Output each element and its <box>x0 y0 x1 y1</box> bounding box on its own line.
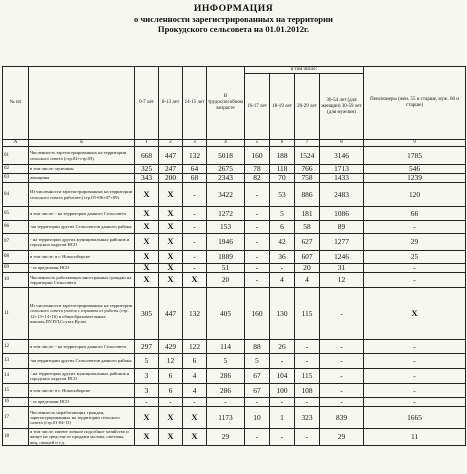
row-number: 13 <box>3 354 29 369</box>
value-cell: 247 <box>159 165 183 174</box>
value-cell: 758 <box>295 174 320 183</box>
value-cell: X <box>159 273 183 288</box>
value-cell: - <box>207 398 245 407</box>
row-label: в том числе: в г. Новосибирске <box>29 384 135 398</box>
value-cell: 188 <box>270 147 295 165</box>
value-cell: 4 <box>183 369 207 384</box>
row-label: в том числе: в г. Новосибирске <box>29 251 135 264</box>
value-cell: 11 <box>364 429 466 446</box>
row-number: 03 <box>3 174 29 183</box>
row-number: 17 <box>3 407 29 429</box>
table-row <box>3 369 466 384</box>
value-cell: 6 <box>183 354 207 369</box>
value-cell: - <box>295 340 320 354</box>
value-cell: X <box>135 221 159 234</box>
value-cell: - <box>245 251 270 264</box>
value-cell: - <box>245 207 270 221</box>
value-cell: 20 <box>295 264 320 273</box>
value-cell: 88 <box>245 340 270 354</box>
value-cell: 1665 <box>364 407 466 429</box>
value-cell: 53 <box>270 183 295 207</box>
value-cell: - <box>270 264 295 273</box>
value-cell: 160 <box>245 147 270 165</box>
table-row <box>3 234 466 251</box>
value-cell: 132 <box>183 288 207 340</box>
value-cell: 5 <box>245 354 270 369</box>
value-cell: 1889 <box>207 251 245 264</box>
value-cell: 108 <box>295 384 320 398</box>
row-number: 15 <box>3 384 29 398</box>
table-row <box>3 288 466 340</box>
value-cell: 607 <box>295 251 320 264</box>
row-number: 14 <box>3 369 29 384</box>
value-cell: 89 <box>320 221 364 234</box>
value-cell: - <box>245 429 270 446</box>
index-cell: 3 <box>183 140 207 147</box>
value-cell: - <box>183 183 207 207</box>
value-cell: X <box>135 273 159 288</box>
row-number: 07 <box>3 234 29 251</box>
value-cell: X <box>159 183 183 207</box>
row-number: 01 <box>3 147 29 165</box>
row-number: 18 <box>3 429 29 446</box>
value-cell: X <box>159 207 183 221</box>
table-body <box>3 147 466 446</box>
table-row <box>3 398 466 407</box>
index-cell: 7 <box>295 140 320 147</box>
value-cell: 6 <box>159 369 183 384</box>
value-cell: - <box>270 354 295 369</box>
table-row <box>3 384 466 398</box>
row-label: - за пределами НСО <box>29 398 135 407</box>
value-cell: 1785 <box>364 147 466 165</box>
value-cell: - <box>270 398 295 407</box>
value-cell: 42 <box>270 234 295 251</box>
value-cell: 5 <box>270 207 295 221</box>
value-cell: 1 <box>270 407 295 429</box>
value-cell: 4 <box>270 273 295 288</box>
value-cell: 3422 <box>207 183 245 207</box>
value-cell: - <box>183 207 207 221</box>
value-cell: 12 <box>159 354 183 369</box>
value-cell: 4 <box>183 384 207 398</box>
value-cell: 26 <box>270 340 295 354</box>
value-cell: 546 <box>364 165 466 174</box>
index-cell: 2 <box>159 140 183 147</box>
value-cell: X <box>183 429 207 446</box>
header-including: в том числе: <box>245 67 364 74</box>
value-cell: - <box>320 369 364 384</box>
title-line-1: ИНФОРМАЦИЯ <box>193 3 274 14</box>
value-cell: 1272 <box>207 207 245 221</box>
value-cell: 4 <box>295 273 320 288</box>
value-cell: 286 <box>207 384 245 398</box>
row-number: 11 <box>3 288 29 340</box>
value-cell: - <box>295 398 320 407</box>
header-label <box>29 67 135 140</box>
value-cell: - <box>320 340 364 354</box>
value-cell: - <box>135 398 159 407</box>
table-row <box>3 273 466 288</box>
value-cell: 200 <box>159 174 183 183</box>
value-cell: 1433 <box>320 174 364 183</box>
value-cell: - <box>295 429 320 446</box>
value-cell: 2343 <box>207 174 245 183</box>
value-cell: - <box>320 398 364 407</box>
value-cell: 1524 <box>295 147 320 165</box>
statistics-table <box>2 66 466 446</box>
value-cell: 25 <box>364 251 466 264</box>
value-cell: 58 <box>295 221 320 234</box>
value-cell: 66 <box>364 207 466 221</box>
index-row <box>3 140 466 147</box>
value-cell: 115 <box>295 288 320 340</box>
value-cell: - <box>183 221 207 234</box>
value-cell: X <box>135 207 159 221</box>
value-cell: 29 <box>364 234 466 251</box>
row-label: - на территории других муниципальных районов и городских округов НСО <box>29 369 135 384</box>
row-number: 16 <box>3 398 29 407</box>
value-cell: - <box>364 221 466 234</box>
table-row <box>3 221 466 234</box>
value-cell: 2675 <box>207 165 245 174</box>
value-cell: - <box>183 398 207 407</box>
value-cell: 305 <box>135 288 159 340</box>
value-cell: 78 <box>245 165 270 174</box>
header-0-7: 0-7 лет <box>135 67 159 140</box>
value-cell: 82 <box>245 174 270 183</box>
table-row <box>3 407 466 429</box>
value-cell: 429 <box>159 340 183 354</box>
value-cell: 325 <box>135 165 159 174</box>
header-pensioners: Пенсионеры (жен. 55 и старше, муж. 60 и старше) <box>364 67 466 140</box>
row-label: -на территории других Сельсоветов данного района <box>29 221 135 234</box>
header-working-age: В трудоспособном возрасте <box>207 67 245 140</box>
row-number: 09 <box>3 264 29 273</box>
value-cell: - <box>364 273 466 288</box>
value-cell: - <box>245 264 270 273</box>
value-cell: 115 <box>295 369 320 384</box>
value-cell: 1713 <box>320 165 364 174</box>
table-row <box>3 165 466 174</box>
value-cell: 51 <box>207 264 245 273</box>
table-row <box>3 251 466 264</box>
value-cell: X <box>183 407 207 429</box>
value-cell: - <box>183 251 207 264</box>
table-row <box>3 264 466 273</box>
value-cell: X <box>135 264 159 273</box>
value-cell: 3146 <box>320 147 364 165</box>
value-cell: - <box>364 384 466 398</box>
row-number: 08 <box>3 251 29 264</box>
value-cell: X <box>135 183 159 207</box>
row-label: в том числе: мужчины <box>29 165 135 174</box>
value-cell: 5 <box>207 354 245 369</box>
value-cell: 627 <box>295 234 320 251</box>
value-cell: 1277 <box>320 234 364 251</box>
header-30-54: 30-54 лет (для женщин) 30-59 лет (для мужчин) <box>320 74 364 140</box>
header-18-19: 18-19 лет <box>270 74 295 140</box>
value-cell: - <box>364 354 466 369</box>
value-cell: 160 <box>245 288 270 340</box>
row-number: 06 <box>3 221 29 234</box>
value-cell: 405 <box>207 288 245 340</box>
value-cell: 132 <box>183 147 207 165</box>
value-cell: 181 <box>295 207 320 221</box>
value-cell: 153 <box>207 221 245 234</box>
value-cell: 67 <box>245 384 270 398</box>
index-cell: 6 <box>270 140 295 147</box>
value-cell: 29 <box>207 429 245 446</box>
header-14-15: 14-15 лет <box>183 67 207 140</box>
value-cell: 5018 <box>207 147 245 165</box>
row-label: в том числе: имеют личное подсобное хозяйство и живут на средства от продажи молока, сметаны, яиц, овощей и т.д. <box>29 429 135 446</box>
value-cell: 70 <box>270 174 295 183</box>
value-cell: X <box>159 251 183 264</box>
header-16-17: 16-17 лет <box>245 74 270 140</box>
value-cell: - <box>320 288 364 340</box>
index-cell: 4 <box>207 140 245 147</box>
value-cell: 1173 <box>207 407 245 429</box>
value-cell: 36 <box>270 251 295 264</box>
value-cell: 67 <box>245 369 270 384</box>
value-cell: X <box>135 407 159 429</box>
value-cell: X <box>364 288 466 340</box>
value-cell: 3 <box>135 369 159 384</box>
value-cell: - <box>245 234 270 251</box>
value-cell: 12 <box>320 273 364 288</box>
value-cell: 104 <box>270 369 295 384</box>
value-cell: 2483 <box>320 183 364 207</box>
value-cell: 64 <box>183 165 207 174</box>
value-cell: 29 <box>320 429 364 446</box>
index-cell: А <box>3 140 29 147</box>
value-cell: - <box>245 221 270 234</box>
value-cell: 20 <box>207 273 245 288</box>
table-row <box>3 354 466 369</box>
row-label: Из численности зарегистрированных на территории сельского совета работает:(стр.05+06+07+09) <box>29 183 135 207</box>
value-cell: 118 <box>270 165 295 174</box>
row-label: женщины <box>29 174 135 183</box>
value-cell: - <box>245 273 270 288</box>
value-cell: 10 <box>245 407 270 429</box>
table-row <box>3 207 466 221</box>
document-title <box>0 4 467 34</box>
value-cell: 130 <box>270 288 295 340</box>
row-label: - за пределами НСО <box>29 264 135 273</box>
value-cell: 323 <box>295 407 320 429</box>
value-cell: 5 <box>135 354 159 369</box>
value-cell: 1246 <box>320 251 364 264</box>
index-cell: 9 <box>364 140 466 147</box>
value-cell: - <box>295 354 320 369</box>
table-row <box>3 340 466 354</box>
value-cell: 1946 <box>207 234 245 251</box>
value-cell: X <box>183 273 207 288</box>
title-line-3: Прокудского сельсовета на 01.01.2012г. <box>157 24 310 34</box>
value-cell: 1239 <box>364 174 466 183</box>
table-row <box>3 429 466 446</box>
row-number: 02 <box>3 165 29 174</box>
index-cell: 5 <box>245 140 270 147</box>
row-number: 05 <box>3 207 29 221</box>
value-cell: 100 <box>270 384 295 398</box>
table-row <box>3 183 466 207</box>
index-cell: 1 <box>135 140 159 147</box>
value-cell: 343 <box>135 174 159 183</box>
value-cell: 447 <box>159 147 183 165</box>
value-cell: - <box>320 384 364 398</box>
value-cell: - <box>364 369 466 384</box>
value-cell: - <box>364 398 466 407</box>
value-cell: 886 <box>295 183 320 207</box>
row-label: в том числе: - на территории данного Сельсовета <box>29 207 135 221</box>
row-label: -на территории других Сельсоветов данного района <box>29 354 135 369</box>
value-cell: X <box>159 429 183 446</box>
value-cell: 68 <box>183 174 207 183</box>
value-cell: X <box>159 221 183 234</box>
value-cell: - <box>270 429 295 446</box>
row-label: Из численности зарегистрированных на территории сельского совета учатся с отрывом от работы (стр. 12+13+14+16) в общеобразовательных школах,ПУ,ПЛ,Ссузах,Вузах <box>29 288 135 340</box>
row-label: в том числе: - на территории данного Сельсовета <box>29 340 135 354</box>
value-cell: - <box>183 264 207 273</box>
value-cell: 6 <box>270 221 295 234</box>
value-cell: 1086 <box>320 207 364 221</box>
value-cell: 766 <box>295 165 320 174</box>
value-cell: 839 <box>320 407 364 429</box>
row-label: - на территории других муниципальных районов и городских округов НСО <box>29 234 135 251</box>
value-cell: 6 <box>159 384 183 398</box>
row-label: Численность неработающих граждан, зарегистрированных на территории сельского совета (стр.01-04-11) <box>29 407 135 429</box>
value-cell: - <box>159 398 183 407</box>
row-label: Численность работающих иностранных граждан на территории Сельсовета <box>29 273 135 288</box>
header-20-29: 20-29 лет <box>295 74 320 140</box>
value-cell: - <box>183 234 207 251</box>
value-cell: 31 <box>320 264 364 273</box>
value-cell: - <box>364 264 466 273</box>
row-number: 12 <box>3 340 29 354</box>
value-cell: X <box>159 264 183 273</box>
value-cell: 447 <box>159 288 183 340</box>
table-row <box>3 147 466 165</box>
value-cell: X <box>135 234 159 251</box>
row-number: 04 <box>3 183 29 207</box>
value-cell: - <box>245 183 270 207</box>
value-cell: 120 <box>364 183 466 207</box>
index-cell: 8 <box>320 140 364 147</box>
value-cell: X <box>159 407 183 429</box>
row-number: 10 <box>3 273 29 288</box>
table-row <box>3 174 466 183</box>
value-cell: 297 <box>135 340 159 354</box>
value-cell: X <box>135 429 159 446</box>
value-cell: 286 <box>207 369 245 384</box>
value-cell: - <box>320 354 364 369</box>
value-cell: 3 <box>135 384 159 398</box>
value-cell: - <box>245 398 270 407</box>
value-cell: - <box>364 340 466 354</box>
value-cell: 122 <box>183 340 207 354</box>
row-label: Численность зарегистрированных на территории сельского совета (стр.02+стр.03) <box>29 147 135 165</box>
index-cell: Б <box>29 140 135 147</box>
value-cell: X <box>159 234 183 251</box>
value-cell: 668 <box>135 147 159 165</box>
header-num: № пп <box>3 67 29 140</box>
value-cell: 114 <box>207 340 245 354</box>
title-line-2: о численности зарегистрированных на территории <box>134 14 333 24</box>
header-8-13: 8-13 лет <box>159 67 183 140</box>
value-cell: X <box>135 251 159 264</box>
